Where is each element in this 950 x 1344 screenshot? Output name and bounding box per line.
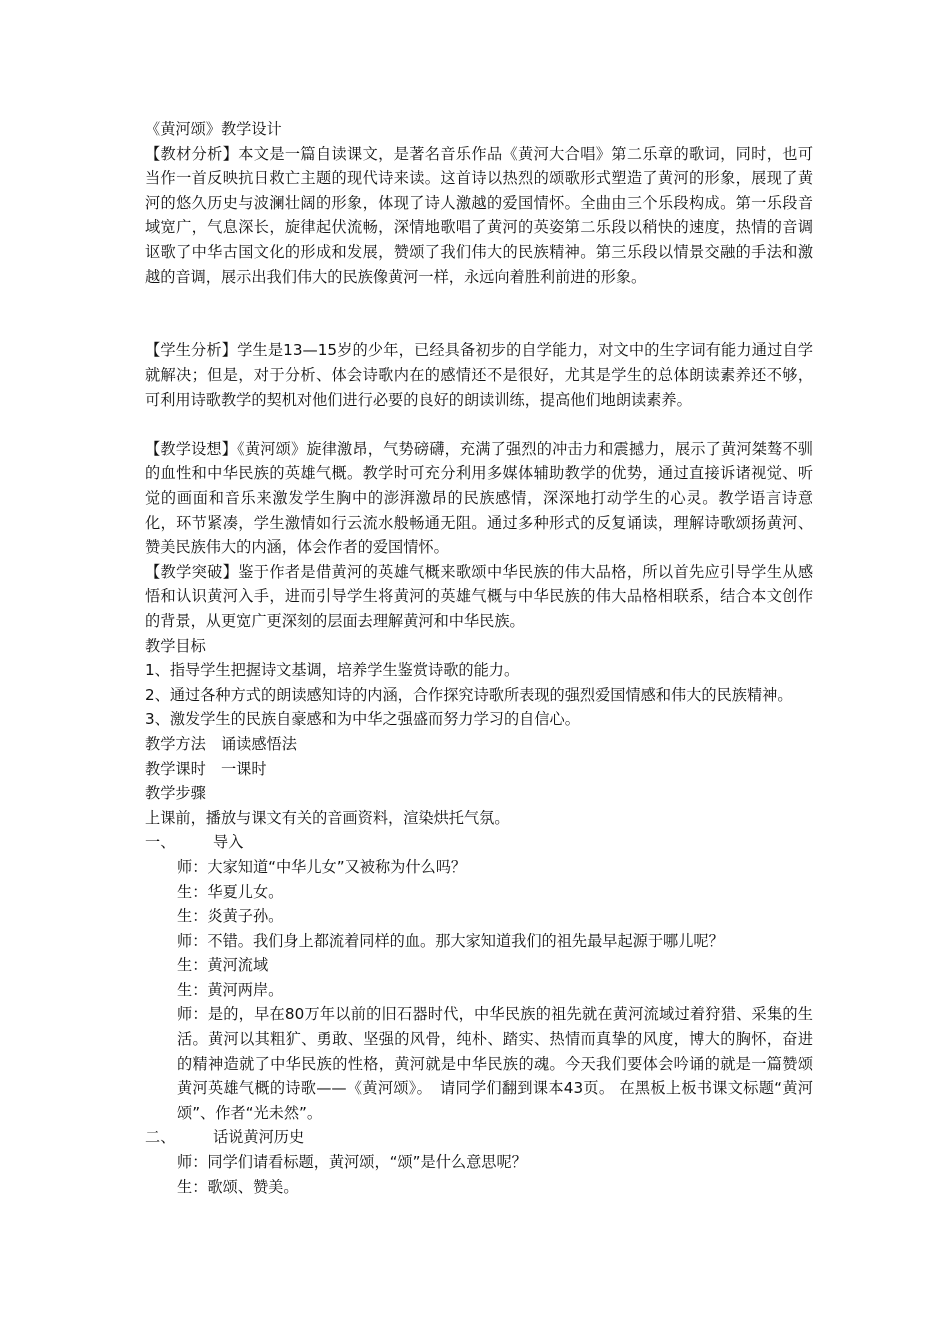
dialog-line: 师：大家知道“中华儿女”又被称为什么吗？ [177, 857, 467, 876]
step-heading [145, 1125, 813, 1150]
dialog-line: 生：黄河两岸。 [177, 980, 284, 999]
goals-heading: 教学目标 [145, 636, 206, 655]
dialog-line: 生：歌颂、赞美。 [177, 1177, 299, 1196]
teacher-intro-paragraph: 师：是的，早在80万年以前的旧石器时代，中华民族的祖先就在黄河流域过着狩猎、采集的生活。黄河以其粗犷、勇敢、坚强的风骨，纯朴、踏实、热情而真挚的风度，博大的胸怀，奋进的精神造就了中华民族的性格，黄河就是中华民族的魂。今天我们要体会吟诵的就是一篇赞颂黄河英雄气概的诗歌——《黄河颂》。 请同学们翻到课本43页。 在黑板上板书课文标题“黄河颂”、作者“光未然”。 [177, 1005, 813, 1122]
step-title: 导入 [213, 833, 244, 852]
step-number: 一、 [145, 833, 176, 852]
goal-item: 2、通过各种方式的朗读感知诗的内涵，合作探究诗歌所表现的强烈爱国情感和伟大的民族精神。 [145, 685, 793, 704]
goal-item: 3、激发学生的民族自豪感和为中华之强盛而努力学习的自信心。 [145, 710, 580, 729]
dialog-line: 生：炎黄子孙。 [177, 907, 284, 926]
goal-item: 1、指导学生把握诗文基调，培养学生鉴赏诗歌的能力。 [145, 661, 520, 680]
document-page [145, 117, 813, 1199]
dialog-line: 生：黄河流域 [177, 956, 269, 975]
teaching-method: 教学方法 诵读感悟法 [145, 734, 297, 753]
section-textbook-analysis: 【教材分析】本文是一篇自读课文，是著名音乐作品《黄河大合唱》第二乐章的歌词，同时，也可当作一首反映抗日救亡主题的现代诗来读。这首诗以热烈的颂歌形式塑造了黄河的形象，展现了黄河的悠久历史与波澜壮阔的形象，体现了诗人激越的爱国情怀。全曲由三个乐段构成。第一乐段音域宽广，气息深长，旋律起伏流畅，深情地歌唱了黄河的英姿第二乐段以稍快的速度，热情的音调讴歌了中华古国文化的形成和发展，赞颂了我们伟大的民族精神。第三乐段以情景交融的手法和激越的音调，展示出我们伟大的民族像黄河一样，永远向着胜利前进的形象。 [145, 144, 813, 286]
section-teaching-breakthrough: 【教学突破】鉴于作者是借黄河的英雄气概来歌颂中华民族的伟大品格，所以首先应引导学生从感悟和认识黄河入手，进而引导学生将黄河的英雄气概与中华民族的伟大品格相联系，结合本文创作的背景，从更宽广更深刻的层面去理解黄河和中华民族。 [145, 562, 813, 630]
section-teaching-idea: 【教学设想】《黄河颂》旋律激昂，气势磅礴，充满了强烈的冲击力和震撼力，展示了黄河桀骜不驯的血性和中华民族的英雄气概。教学时可充分利用多媒体辅助教学的优势，通过直接诉诸视觉、听觉的画面和音乐来激发学生胸中的澎湃激昂的民族感情，深深地打动学生的心灵。教学语言诗意化，环节紧凑，学生激情如行云流水般畅通无阻。通过多种形式的反复诵读，理解诗歌颂扬黄河、赞美民族伟大的内涵，体会作者的爱国情怀。 [145, 439, 813, 557]
section-student-analysis: 【学生分析】学生是13—15岁的少年，已经具备初步的自学能力，对文中的生字词有能力通过自学就解决；但是，对于分析、体会诗歌内在的感情还不是很好，尤其是学生的总体朗读素养还不够，可利用诗歌教学的契机对他们进行必要的良好的朗读训练，提高他们地朗读素养。 [145, 341, 813, 409]
pre-class-note: 上课前，播放与课文有关的音画资料，渲染烘托气氛。 [145, 808, 510, 827]
dialog-line: 生：华夏儿女。 [177, 882, 284, 901]
step-number: 二、 [145, 1128, 176, 1147]
teaching-hours: 教学课时 一课时 [145, 759, 267, 778]
dialog-line: 师：不错。我们身上都流着同样的血。那大家知道我们的祖先最早起源于哪儿呢？ [177, 931, 724, 950]
document-title: 《黄河颂》教学设计 [145, 120, 282, 138]
step-title: 话说黄河历史 [213, 1128, 305, 1147]
steps-heading: 教学步骤 [145, 784, 206, 803]
step-heading [145, 830, 813, 855]
dialog-line: 师：同学们请看标题，黄河颂，“颂”是什么意思呢？ [177, 1153, 527, 1172]
